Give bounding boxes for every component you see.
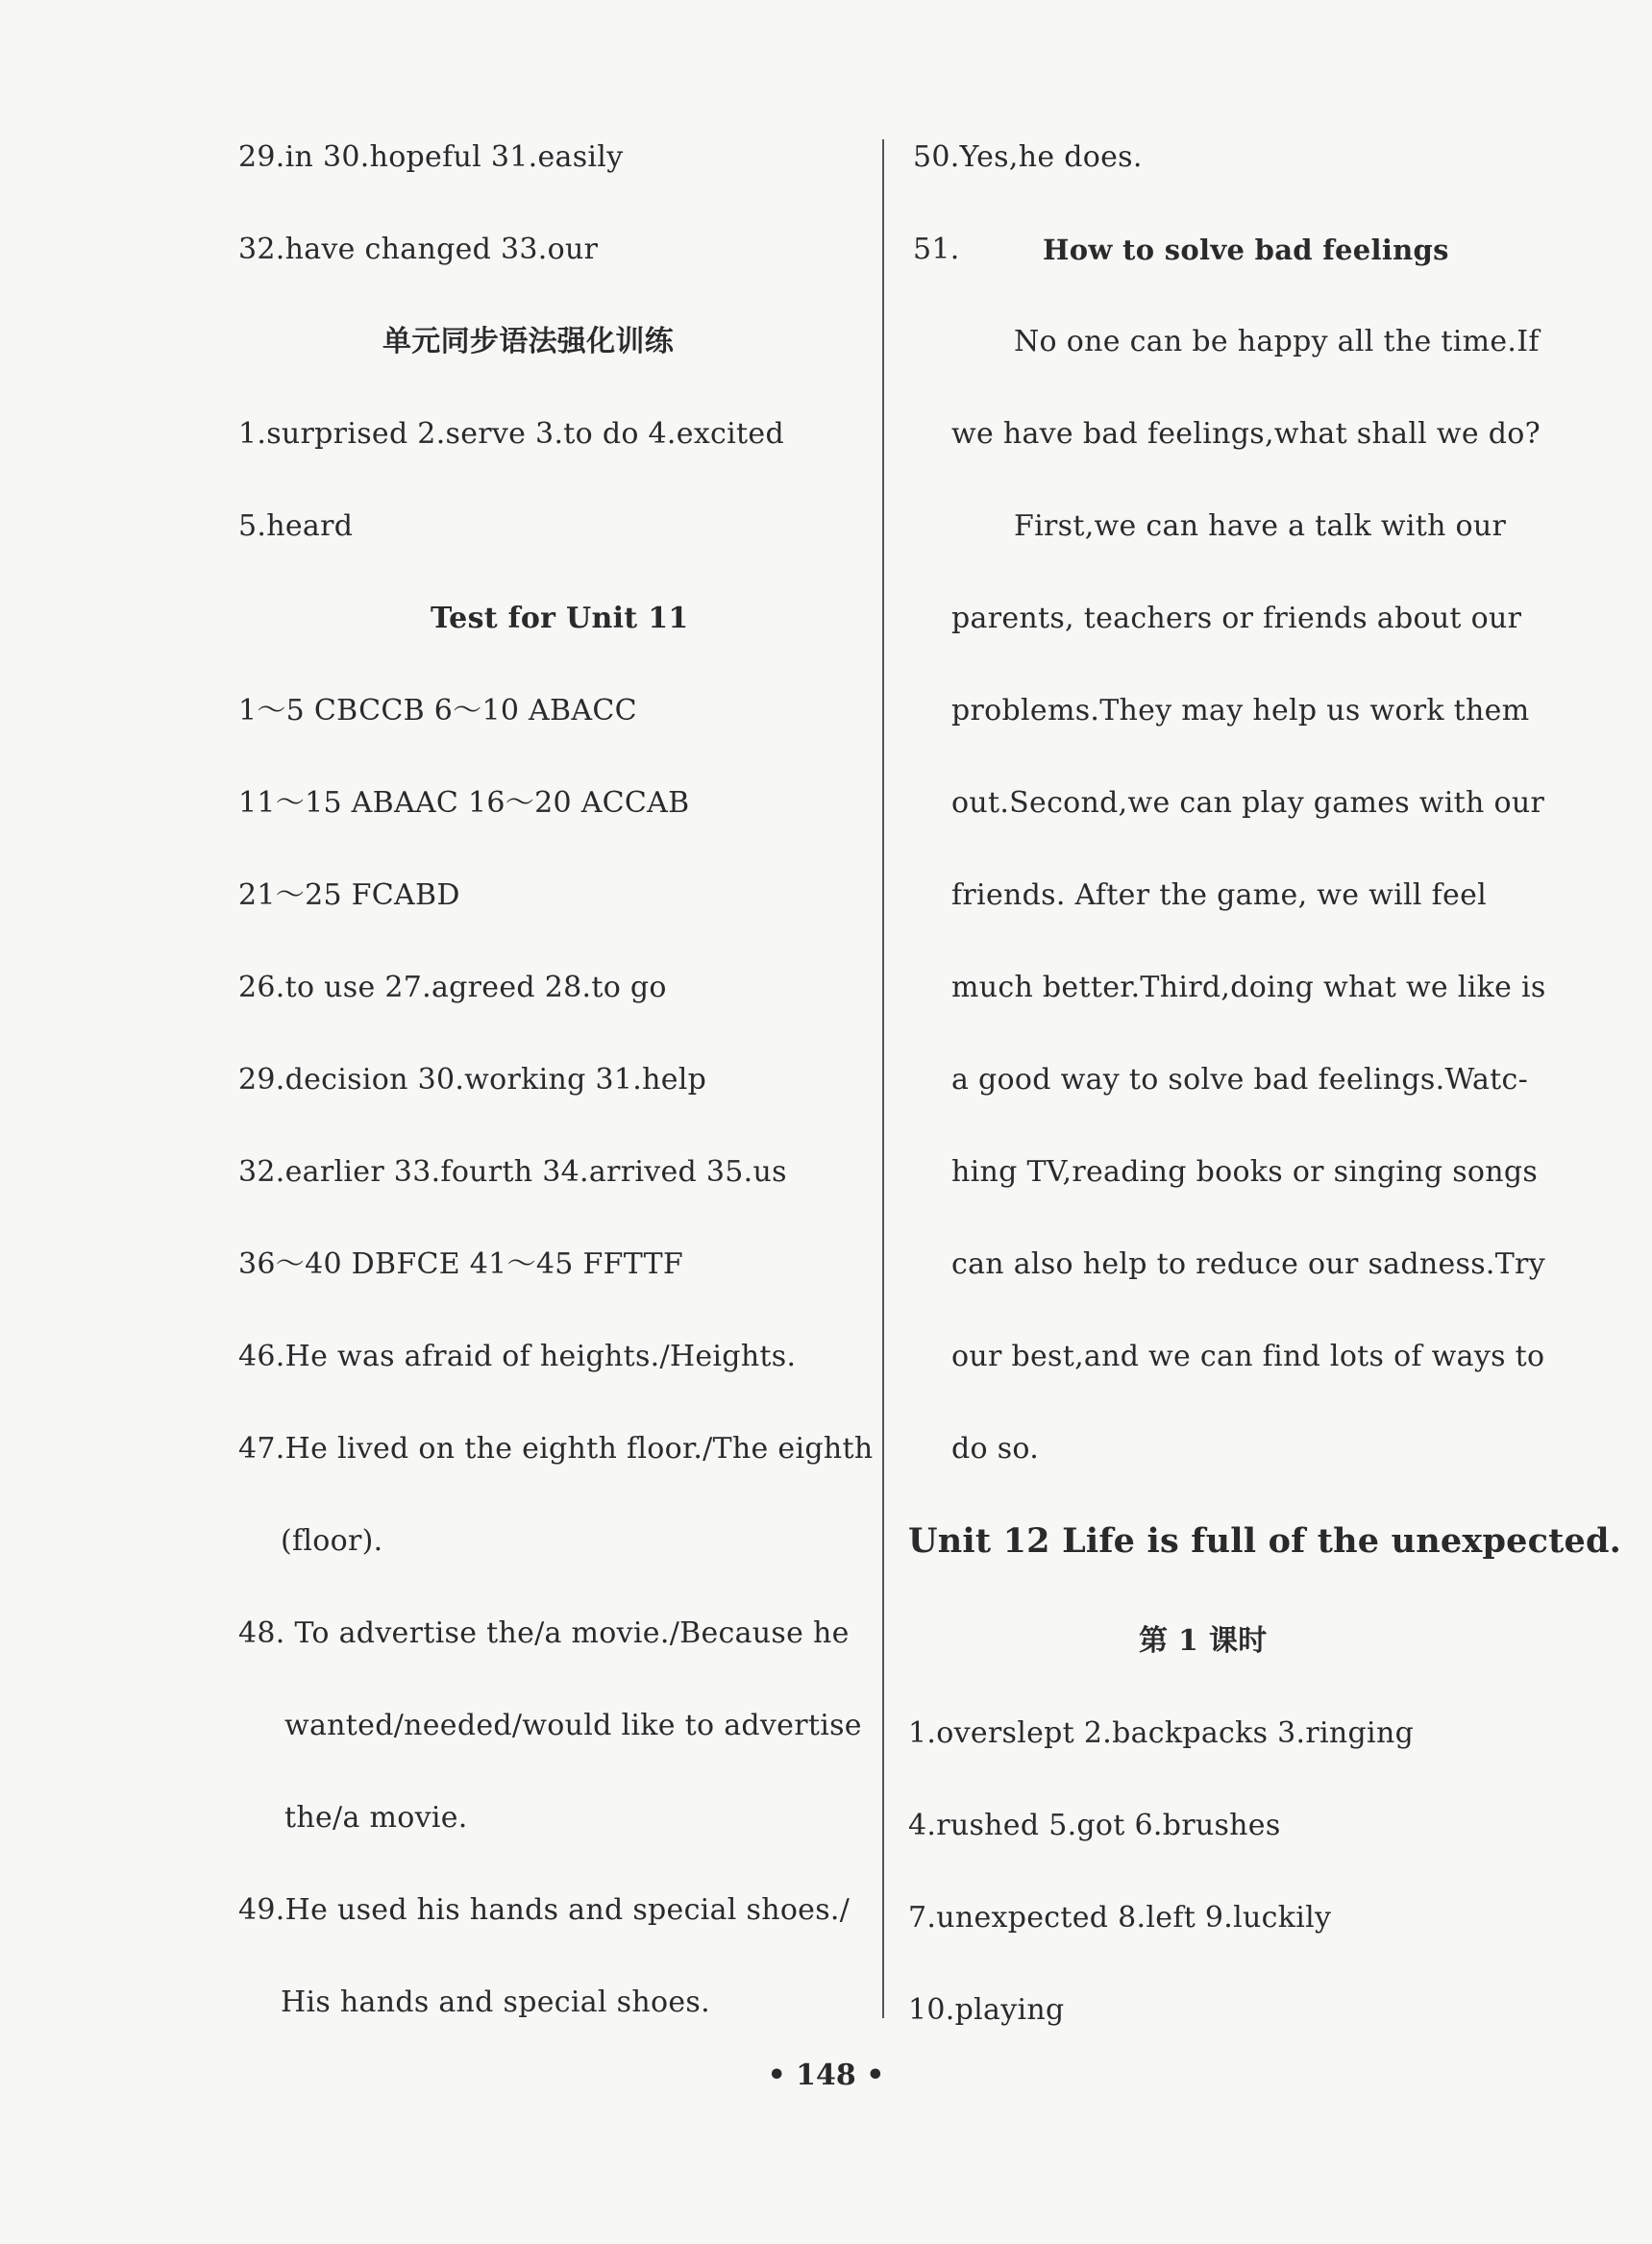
essay-line: our best,and we can find lots of ways to	[951, 1340, 1545, 1373]
answer-line: 21～25 FCABD	[238, 878, 460, 912]
answer-line: 46.He was afraid of heights./Heights.	[238, 1340, 797, 1373]
answer-line: 26.to use 27.agreed 28.to go	[238, 971, 667, 1004]
essay-line: friends. After the game, we will feel	[951, 878, 1488, 912]
answer-line: 32.earlier 33.fourth 34.arrived 35.us	[238, 1155, 787, 1189]
essay-line: problems.They may help us work them	[951, 694, 1530, 727]
answer-line: 4.rushed 5.got 6.brushes	[908, 1809, 1281, 1842]
question-number: 51.	[913, 233, 960, 266]
answer-line: 29.decision 30.working 31.help	[238, 1063, 707, 1097]
answer-line: 7.unexpected 8.left 9.luckily	[908, 1901, 1332, 1935]
answer-line: wanted/needed/would like to advertise	[284, 1709, 862, 1742]
section-heading: Test for Unit 11	[431, 602, 689, 635]
essay-line: can also help to reduce our sadness.Try	[951, 1247, 1545, 1281]
answer-line: 36～40 DBFCE 41～45 FFTTF	[238, 1247, 683, 1281]
section-heading: 单元同步语法强化训练	[382, 325, 674, 358]
essay-line: out.Second,we can play games with our	[951, 786, 1545, 820]
answer-line: 10.playing	[908, 1993, 1065, 2027]
answer-line: 50.Yes,he does.	[913, 140, 1143, 174]
answer-line: 1.overslept 2.backpacks 3.ringing	[908, 1716, 1415, 1750]
essay-line: much better.Third,doing what we like is	[951, 971, 1546, 1004]
essay-line: No one can be happy all the time.If	[1014, 325, 1540, 358]
page-number: • 148 •	[767, 2059, 885, 2092]
lesson-heading: 第 1 课时	[1139, 1624, 1268, 1658]
answer-line: 11～15 ABAAC 16～20 ACCAB	[238, 786, 690, 820]
essay-line: First,we can have a talk with our	[1014, 509, 1507, 543]
answer-line: 1～5 CBCCB 6～10 ABACC	[238, 694, 637, 727]
essay-line: do so.	[951, 1432, 1040, 1466]
answer-line: 47.He lived on the eighth floor./The eighth	[238, 1432, 874, 1466]
essay-line: a good way to solve bad feelings.Watc-	[951, 1063, 1529, 1097]
essay-line: parents, teachers or friends about our	[951, 602, 1522, 635]
essay-line: we have bad feelings,what shall we do?	[951, 417, 1541, 451]
column-divider	[882, 139, 884, 2018]
answer-line: 29.in 30.hopeful 31.easily	[238, 140, 624, 174]
answer-line: 1.surprised 2.serve 3.to do 4.excited	[238, 417, 784, 451]
unit-title: Unit 12 Life is full of the unexpected.	[908, 1521, 1622, 1561]
answer-line: 49.He used his hands and special shoes./	[238, 1893, 851, 1927]
answer-line: the/a movie.	[284, 1801, 468, 1835]
answer-line: 32.have changed 33.our	[238, 233, 599, 266]
answer-line: 48. To advertise the/a movie./Because he	[238, 1616, 850, 1650]
essay-line: hing TV,reading books or singing songs	[951, 1155, 1539, 1189]
answer-line: (floor).	[281, 1524, 383, 1558]
essay-title: How to solve bad feelings	[1043, 234, 1449, 266]
answer-line: 5.heard	[238, 509, 354, 543]
answer-line: His hands and special shoes.	[281, 1985, 710, 2019]
